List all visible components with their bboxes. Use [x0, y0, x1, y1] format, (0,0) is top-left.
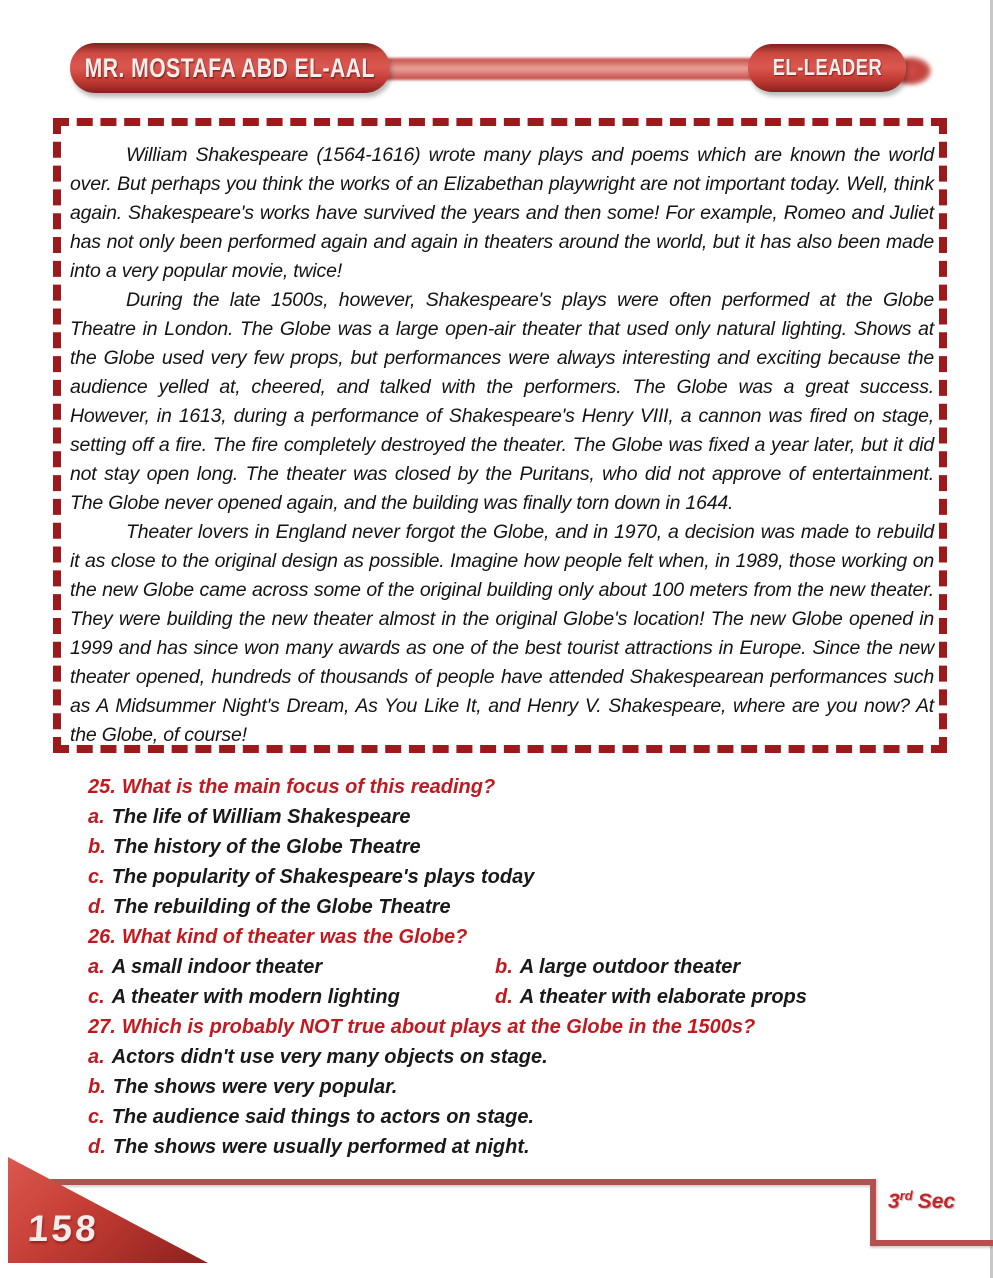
option-letter: a.: [88, 1046, 105, 1068]
question-25-option-a: [88, 802, 918, 832]
option-text: The popularity of Shakespeare's plays today: [111, 866, 535, 888]
footer-rule-lower: [870, 1240, 993, 1246]
question-27-text: Which is probably NOT true about plays at the Globe in the 1500s?: [121, 1016, 756, 1038]
brand-label: EL-LEADER: [772, 54, 882, 81]
option-text: A theater with modern lighting: [111, 986, 400, 1008]
question-25-text: What is the main focus of this reading?: [121, 776, 496, 798]
option-text: The life of William Shakespeare: [111, 806, 411, 828]
question-26: [88, 922, 918, 952]
option-text: A large outdoor theater: [519, 956, 741, 978]
option-text: Actors didn't use very many objects on stage.: [111, 1046, 548, 1068]
option-letter: b.: [495, 956, 513, 978]
reading-passage-box: [53, 118, 947, 753]
question-27: [88, 1012, 918, 1042]
option-letter: d.: [88, 896, 106, 918]
footer-rule-step: [870, 1179, 876, 1246]
page-number: 158: [26, 1208, 101, 1249]
option-letter: d.: [495, 986, 513, 1008]
question-27-option-b: [88, 1072, 918, 1102]
question-26-number: 26.: [88, 926, 116, 948]
question-25-number: 25.: [88, 776, 116, 798]
questions-section: [88, 772, 918, 1162]
question-26-option-a: [88, 952, 495, 982]
option-text: A theater with elaborate props: [519, 986, 807, 1008]
option-text: The rebuilding of the Globe Theatre: [112, 896, 451, 918]
option-text: The audience said things to actors on stage.: [111, 1106, 534, 1128]
question-27-option-a: [88, 1042, 918, 1072]
passage-paragraph-2: During the late 1500s, however, Shakespeare's plays were often performed at the Globe Theatre in London. The Globe was a large open-air theater that used only natural lighting. Shows at the Globe used very few props, but performances were always interesting and exciting because the audience yelled at, cheered, and talked with the performers. The Globe was a great success. However, in 1613, during a performance of Shakespeare's Henry VIII, a cannon was fired on stage, setting off a fire. The fire completely destroyed the theater. The Globe was fixed a year later, but it did not stay open long. The theater was closed by the Puritans, who did not approve of entertainment. The Globe never opened again, and the building was finally torn down in 1644.: [70, 289, 934, 514]
option-letter: c.: [88, 866, 105, 888]
question-25-option-d: [88, 892, 918, 922]
option-letter: d.: [88, 1136, 106, 1158]
passage-paragraph-1: William Shakespeare (1564-1616) wrote many plays and poems which are known the world over. But perhaps you think the works of an Elizabethan playwright are not important today. Well, think again. Shakespeare's works have survived the years and then some! For example, Romeo and Juliet has not only been performed again and again in theaters around the world, but it has also been made into a very popular movie, twice!: [70, 144, 934, 282]
grade-word: Sec: [917, 1190, 956, 1213]
brand-badge: [748, 44, 906, 92]
teacher-name-label: MR. MOSTAFA ABD EL-AAL: [84, 52, 376, 83]
option-letter: c.: [88, 1106, 105, 1128]
footer-rule-upper: [48, 1179, 876, 1185]
option-text: A small indoor theater: [111, 956, 323, 978]
option-letter: a.: [88, 956, 105, 978]
option-letter: b.: [88, 1076, 106, 1098]
question-26-option-c: [88, 982, 495, 1012]
option-letter: a.: [88, 806, 105, 828]
grade-level-label: [888, 1188, 955, 1214]
question-27-option-c: [88, 1102, 918, 1132]
option-letter: c.: [88, 986, 105, 1008]
question-27-number: 27.: [88, 1016, 116, 1038]
question-25-option-b: [88, 832, 918, 862]
question-25-option-c: [88, 862, 918, 892]
grade-ordinal-suffix: rd: [899, 1188, 913, 1203]
option-text: The shows were very popular.: [112, 1076, 398, 1098]
question-26-text: What kind of theater was the Globe?: [121, 926, 468, 948]
question-27-option-d: [88, 1132, 918, 1162]
option-text: The shows were usually performed at night.: [112, 1136, 530, 1158]
header-connector-bar: [355, 58, 785, 80]
question-26-options-grid: [88, 952, 918, 1012]
grade-base: 3: [888, 1190, 900, 1213]
question-26-option-b: [495, 952, 918, 982]
passage-paragraph-3: Theater lovers in England never forgot the Globe, and in 1970, a decision was made to rebuild it as close to the original design as possible. Imagine how people felt when, in 1989, those working on the new Globe came across some of the original building only about 100 meters from the new theater. They were building the new theater almost in the original Globe's location! The new Globe opened in 1999 and has since won many awards as one of the best tourist attractions in Europe. Since the new theater opened, hundreds of thousands of people have attended Shakespearean performances such as A Midsummer Night's Dream, As You Like It, and Henry V. Shakespeare, where are you now? At the Globe, of course!: [70, 521, 934, 746]
option-letter: b.: [88, 836, 106, 858]
question-25: [88, 772, 918, 802]
teacher-name-badge: [70, 43, 390, 93]
option-text: The history of the Globe Theatre: [112, 836, 421, 858]
question-26-option-d: [495, 982, 918, 1012]
